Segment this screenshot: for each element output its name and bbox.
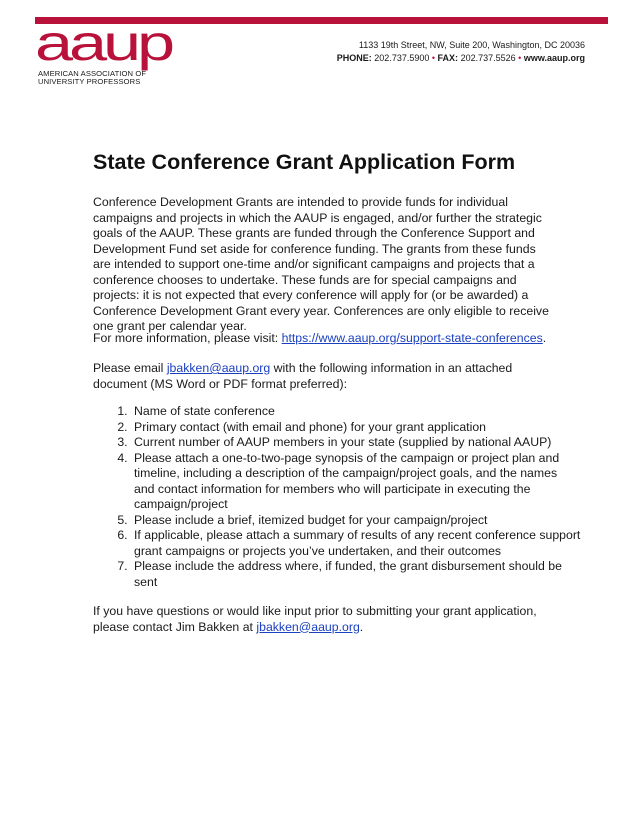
separator-dot: •	[431, 53, 436, 63]
email-paragraph	[93, 361, 553, 392]
fax-number: 202.737.5526	[460, 53, 516, 63]
list-item: 4. Please attach a one-to-two-page synopsis of the campaign or project plan and timeline, including a description of the campaign/project goals, and the names and contact information for members who will participate in executing the campaign/project	[131, 451, 581, 513]
email-link[interactable]: jbakken@aaup.org	[166, 361, 271, 375]
closing-paragraph	[93, 604, 553, 635]
more-info-suffix: .	[542, 331, 547, 345]
list-item: 3. Current number of AAUP members in your state (supplied by national AAUP)	[131, 435, 581, 451]
email-prefix: Please email	[93, 361, 167, 375]
separator-dot: •	[518, 53, 522, 63]
list-item: 5. Please include a brief, itemized budget for your campaign/project	[131, 513, 581, 529]
more-info-paragraph	[93, 331, 553, 347]
closing-suffix: .	[359, 619, 364, 634]
support-conferences-link[interactable]: https://www.aaup.org/support-state-conferences	[281, 331, 543, 345]
list-item: 6. If applicable, please attach a summary of results of any recent conference support grant campaigns or projects you’ve undertaken, and their outcomes	[131, 528, 581, 559]
phone-label: PHONE:	[336, 53, 372, 63]
header-accent-bar	[35, 17, 608, 24]
list-item: 7. Please include the address where, if funded, the grant disbursement should be sent	[131, 559, 581, 590]
more-info-prefix: For more information, please visit:	[93, 331, 282, 345]
fax-label: FAX:	[437, 53, 459, 63]
address: 1133 19th Street, NW, Suite 200, Washington, DC 20036	[358, 40, 585, 50]
phone-number: 202.737.5900	[374, 53, 430, 63]
aaup-logo	[35, 24, 175, 90]
page-title: State Conference Grant Application Form	[93, 150, 516, 174]
website-link[interactable]: www.aaup.org	[523, 53, 585, 63]
list-item: 1. Name of state conference	[131, 404, 581, 420]
contact-block	[337, 39, 585, 65]
logo-wordmark: aaup	[35, 24, 173, 71]
intro-paragraph: Conference Development Grants are intended to provide funds for individual campaigns and projects in which the AAUP is engaged, and/or further the strategic goals of the AAUP. These grants are funded through the Conference Support and Development Fund set aside for conference funding. The grants from these funds are intended to support one-time and/or significant campaigns and projects that a conference chooses to undertake. These funds are for special campaigns and projects: it is not expected that every conference will apply for (or be awarded) a Conference Development Grant every year. Conferences are only eligible to receive one grant per calendar year.	[93, 195, 549, 333]
closing-prefix: If you have questions or would like input prior to submitting your grant application, please contact Jim Bakken at	[93, 604, 537, 634]
closing-email-link[interactable]: jbakken@aaup.org	[256, 619, 360, 634]
requirements-list	[93, 404, 581, 590]
logo-line-2: UNIVERSITY PROFESSORS	[38, 77, 141, 86]
list-item: 2. Primary contact (with email and phone) for your grant application	[131, 420, 581, 436]
email-suffix: with the following information in an attached document (MS Word or PDF format preferred):	[93, 361, 513, 391]
aaup-wordmark	[35, 24, 175, 74]
logo-line-1: AMERICAN ASSOCIATION OF	[38, 69, 147, 78]
contact-line	[337, 52, 585, 65]
